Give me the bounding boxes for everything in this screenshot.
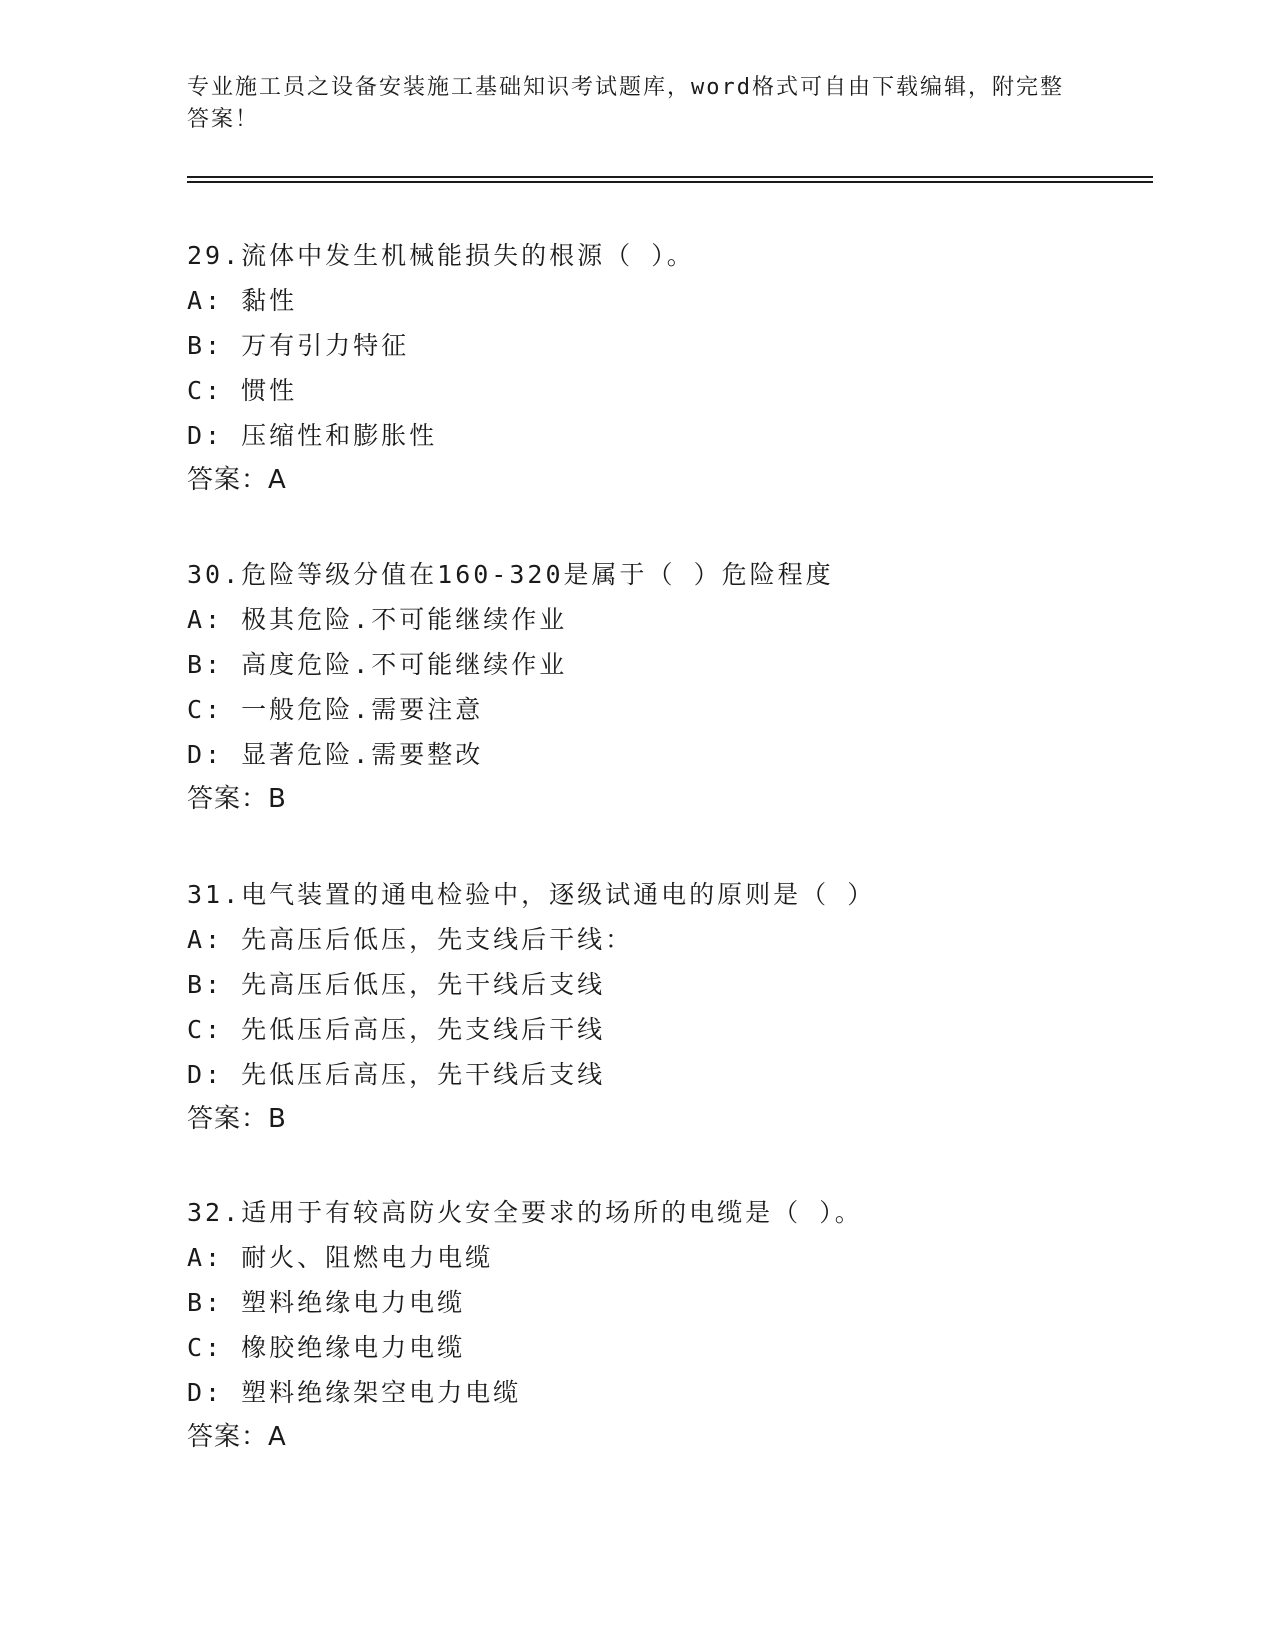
question-30 (187, 552, 1137, 822)
option-d: D: 塑料绝缘架空电力电缆 (187, 1378, 522, 1407)
answer-line: 答案：A (187, 465, 287, 495)
option-a: A: 耐火、阻燃电力电缆 (187, 1243, 494, 1272)
option-b: B: 塑料绝缘电力电缆 (187, 1288, 466, 1317)
question-title: 31.电气装置的通电检验中，逐级试通电的原则是（ ） (187, 880, 876, 909)
option-b: B: 高度危险.不可能继续作业 (187, 650, 568, 679)
question-title: 30.危险等级分值在160-320是属于（ ）危险程度 (187, 560, 834, 589)
question-32 (187, 1190, 1137, 1460)
header-divider-top (187, 176, 1153, 178)
option-d: D: 压缩性和膨胀性 (187, 421, 438, 450)
answer-line: 答案：B (187, 1104, 287, 1134)
option-d: D: 显著危险.需要整改 (187, 740, 484, 769)
header-divider-bottom (187, 181, 1153, 183)
option-d: D: 先低压后高压，先干线后支线 (187, 1060, 606, 1089)
option-a: A: 极其危险.不可能继续作业 (187, 605, 568, 634)
option-c: C: 一般危险.需要注意 (187, 695, 484, 724)
question-29 (187, 233, 1137, 503)
option-a: A: 黏性 (187, 286, 298, 315)
question-31 (187, 872, 1137, 1142)
option-c: C: 橡胶绝缘电力电缆 (187, 1333, 466, 1362)
answer-line: 答案：A (187, 1422, 287, 1452)
question-title: 29.流体中发生机械能损失的根源（ ）。 (187, 241, 695, 270)
answer-line: 答案：B (187, 784, 287, 814)
option-b: B: 先高压后低压，先干线后支线 (187, 970, 606, 999)
header-intro-text: 专业施工员之设备安装施工基础知识考试题库，word格式可自由下载编辑，附完整答案！ (187, 75, 1064, 132)
document-header (187, 72, 1067, 136)
option-b: B: 万有引力特征 (187, 331, 410, 360)
question-title: 32.适用于有较高防火安全要求的场所的电缆是（ ）。 (187, 1198, 863, 1227)
option-c: C: 先低压后高压，先支线后干线 (187, 1015, 606, 1044)
option-a: A: 先高压后低压，先支线后干线： (187, 925, 634, 954)
option-c: C: 惯性 (187, 376, 298, 405)
